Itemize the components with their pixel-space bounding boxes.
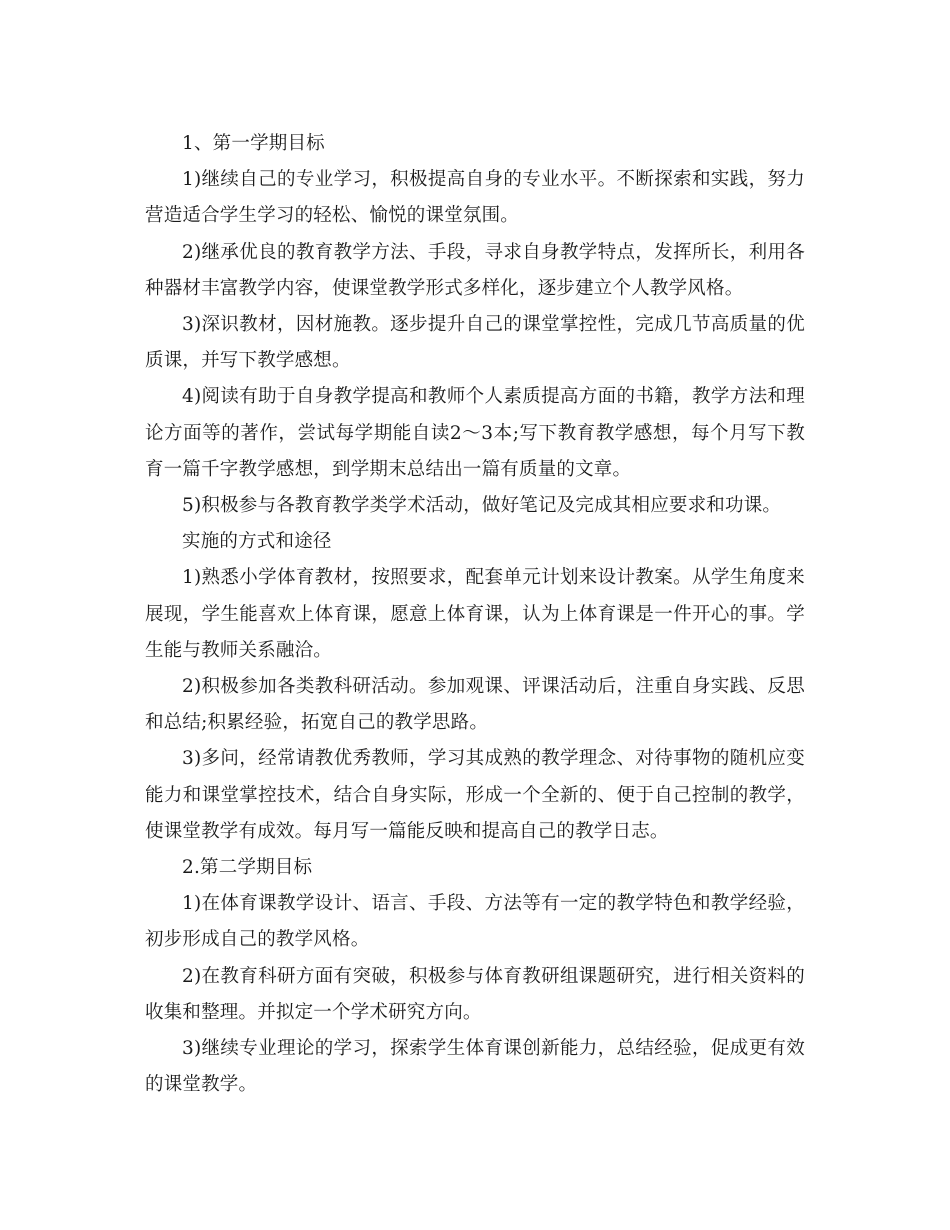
paragraph-goal-2: 2)继承优良的教育教学方法、手段，寻求自身教学特点，发挥所长，利用各种器材丰富教学内容，使课堂教学形式多样化，逐步建立个人教学风格。 xyxy=(145,241,805,299)
paragraph-goal-1: 1)继续自己的专业学习，积极提高自身的专业水平。不断探索和实践，努力营造适合学生学习的轻松、愉悦的课堂氛围。 xyxy=(145,169,805,227)
paragraph-goal2-1: 1)在体育课教学设计、语言、手段、方法等有一定的教学特色和教学经验，初步形成自己的教学风格。 xyxy=(145,893,805,951)
document-body xyxy=(145,126,805,1103)
paragraph-goal2-2: 2)在教育科研方面有突破，积极参与体育教研组课题研究，进行相关资料的收集和整理。并拟定一个学术研究方向。 xyxy=(145,965,805,1023)
paragraph-method-3: 3)多问，经常请教优秀教师，学习其成熟的教学理念、对待事物的随机应变能力和课堂掌控技术，结合自身实际，形成一个全新的、便于自己控制的教学，使课堂教学有成效。每月写一篇能反映和提高自己的教学日志。 xyxy=(145,748,805,842)
paragraph-goal-5: 5)积极参与各教育教学类学术活动，做好笔记及完成其相应要求和功课。 xyxy=(182,495,782,517)
paragraph-method-2: 2)积极参加各类教科研活动。参加观课、评课活动后，注重自身实践、反思和总结;积累经验，拓宽自己的教学思路。 xyxy=(145,676,805,734)
paragraph-goal2-3: 3)继续专业理论的学习，探索学生体育课创新能力，总结经验，促成更有效的课堂教学。 xyxy=(145,1038,805,1096)
heading-semester-one: 1、第一学期目标 xyxy=(182,133,325,154)
heading-semester-two: 2.第二学期目标 xyxy=(182,857,313,879)
paragraph-goal-3: 3)深识教材，因材施教。逐步提升自己的课堂掌控性，完成几节高质量的优质课，并写下教学感想。 xyxy=(145,314,805,372)
paragraph-goal-4: 4)阅读有助于自身教学提高和教师个人素质提高方面的书籍，教学方法和理论方面等的著作，尝试每学期能自读2～3本;写下教育教学感想，每个月写下教育一篇千字教学感想，到学期末总结出一篇有质量的文章。 xyxy=(145,386,805,480)
paragraph-method-1: 1)熟悉小学体育教材，按照要求，配套单元计划来设计教案。从学生角度来展现，学生能喜欢上体育课，愿意上体育课，认为上体育课是一件开心的事。学生能与教师关系融洽。 xyxy=(145,567,805,661)
heading-implementation: 实施的方式和途径 xyxy=(182,531,332,553)
